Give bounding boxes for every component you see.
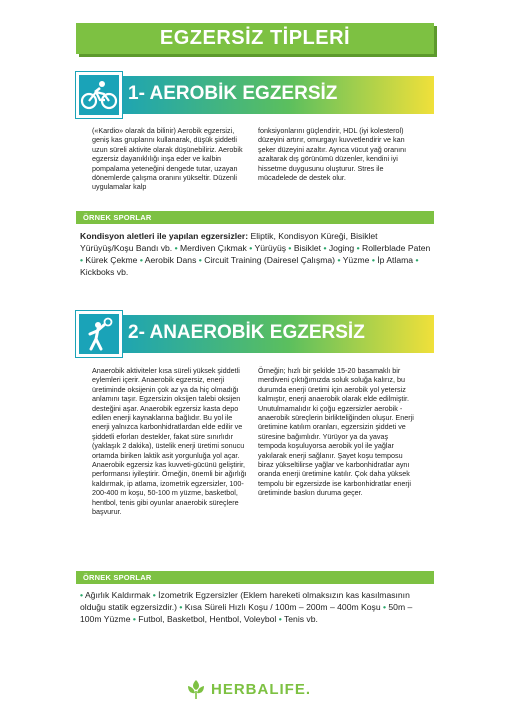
sport-item: Tenis vb. (283, 614, 318, 624)
page-title-banner (76, 23, 434, 54)
sport-item: İp Atlama (377, 255, 414, 265)
sport-item: Rollerblade Paten (361, 243, 431, 253)
aerobic-sports-list: Kondisyon aletleri ile yapılan egzersizler: Eliptik, Kondisyon Küreği, Bisiklet Yürüyüş/Koşu Bandı vb. • Merdiven Çıkmak • Yürüyüş • Bisiklet • Joging • Rollerblade Paten • Kürek Çekme • Aerobik Dans • Circuit Training (Dairesel Çalışma) • Yüzme • İp Atlama • Kickboks vb. (80, 231, 431, 277)
section-anaerobic-title: 2- ANAEROBİK EGZERSİZ (128, 322, 365, 343)
sport-item: Futbol, Basketbol, Hentbol, Voleybol (138, 614, 277, 624)
sport-item: Circuit Training (Dairesel Çalışma) (204, 255, 336, 265)
brand-name: HERBALIFE. (211, 680, 311, 698)
sport-item: Eliptik, Kondisyon Küreği, Bisiklet Yürüyüş/Koşu Bandı vb. (80, 231, 378, 253)
anaerobic-text-right: Örneğin; hızlı bir şekilde 15-20 basamaklı bir merdiveni çıktığımızda soluk soluğa kalırız, bu durumda enerji üretimi için aerobik yol yetersiz kalmıştır, enerji anaerobik olarak elde edilmiştir. Unutulmamalıdır ki çoğu egzersizler aerobik - anaerobik süreçlerin birlikteliğinden oluşur. Enerji üretimine katılım oranları, egzersizin şiddeti ve süresine bağımlıdır. Yürüyor ya da yavaş tempoda koşuluyorsa aerobik yol ile yağlar yakılarak enerji sağlanır. Şayet koşu temposu biraz yükseltilirse yağlar ve karbonhidratlar aynı oranda enerji üretimine katılır. Çok daha yüksek tempolu bir egzersizde ise karbonhidratlar enerji üretiminde baskın duruma geçer. (258, 366, 414, 498)
section-title-bar (110, 76, 434, 114)
section-aerobic-header (76, 76, 434, 114)
section2-examples-label: ÖRNEK SPORLAR (76, 571, 434, 584)
herbalife-logo (185, 678, 325, 700)
aerobic-text-right: fonksiyonlarını güçlendirir, HDL (iyi kolesterol) düzeyini artırır, omurgayı kuvvetlendirir ve kan şeker düzeyini azaltır. Ayrıca vücut yağ oranını azaltarak dış görünümü düzenler, kendini iyi hissetme duygusunu oluşturur. Stres ile mücadelede de destek olur. (258, 126, 407, 183)
page-title: EGZERSİZ TİPLERİ (159, 27, 351, 49)
section-anaerobic-header (76, 315, 434, 353)
sport-item: Yürüyüş (254, 243, 287, 253)
sport-item: Yüzme (342, 255, 370, 265)
sport-item: Ağırlık Kaldırmak (84, 590, 151, 600)
section1-examples-label: ÖRNEK SPORLAR (76, 211, 434, 224)
sport-item: 50m – 100m Yüzme (80, 602, 413, 624)
sport-item: Kickboks vb. (80, 267, 129, 277)
sports-intro: Kondisyon aletleri ile yapılan egzersizler: (80, 231, 249, 241)
sport-item: Merdiven Çıkmak (180, 243, 247, 253)
sport-item: Kısa Süreli Hızlı Koşu / 100m – 200m – 400m Koşu (184, 602, 381, 612)
anaerobic-text-left: Anaerobik aktiviteler kısa süreli yüksek şiddetli eylemleri içerir. Anaerobik egzersiz, enerji üretiminde oksijenin çok az ya da hiç olmadığı anlamını taşır. Egzersizin oksijen talebi oksijen desteğini aşar. Anaerobik egzersiz kasta depo edilen enerji kaynaklarına bağlıdır. Bu yol ile enerji yalnızca karbonhidratlardan elde edilir ve şiddetli eforları destekler, fakat süre sınırlıdır (yaklaşık 2 dakika), üstelik enerji üretimi sonucu ortamda biriken laktik asit yorgunluğa yol açar. Anaerobik egzersiz kas kuvveti-gücünü geliştirir, performansı iyileştirir. Örneğin, önemli bir ağırlığı kaldırmak, ip atlama, izometrik egzersizler, 100-200-400 m koşu, 50-100 m yüzme, basketbol, hentbol, tenis gibi oyunlar anaerobik süreçlere başvurur. (92, 366, 247, 517)
aerobic-text-left: («Kardio» olarak da bilinir) Aerobik egzersizi, geniş kas gruplarını kullanarak, düşük şiddetli uzun süreli aktivite olarak düşünebiliriz. Aerobik egzersiz dayanıklılığı inşa eder ve kalbin pompalama yeteneğini dengede tutar, uzayan dönemlerde çalışma oranını yükseltir. Düzenli uygulamalar kalp (92, 126, 243, 192)
leaf-logo-icon (185, 678, 207, 700)
sport-item: Bisiklet (293, 243, 322, 253)
sport-item: Kürek Çekme (85, 255, 138, 265)
anaerobic-sports-list: • Ağırlık Kaldırmak • İzometrik Egzersizler (Eklem hareketi olmaksızın kas kasılmasının olduğu statik egzersizdir.) • Kısa Süreli Hızlı Koşu / 100m – 200m – 400m Koşu • 50m – 100m Yüzme • Futbol, Basketbol, Hentbol, Voleybol • Tenis vb. (80, 590, 413, 624)
cycling-icon (76, 72, 122, 118)
section-title-bar (110, 315, 434, 353)
sport-item: Joging (328, 243, 355, 253)
volleyball-player-icon (76, 311, 122, 357)
section-aerobic-title: 1- AEROBİK EGZERSİZ (128, 83, 338, 104)
sport-item: Aerobik Dans (144, 255, 197, 265)
sport-item: İzometrik Egzersizler (Eklem hareketi olmaksızın kas kasılmasının olduğu statik egzersizdir.) (80, 590, 410, 612)
